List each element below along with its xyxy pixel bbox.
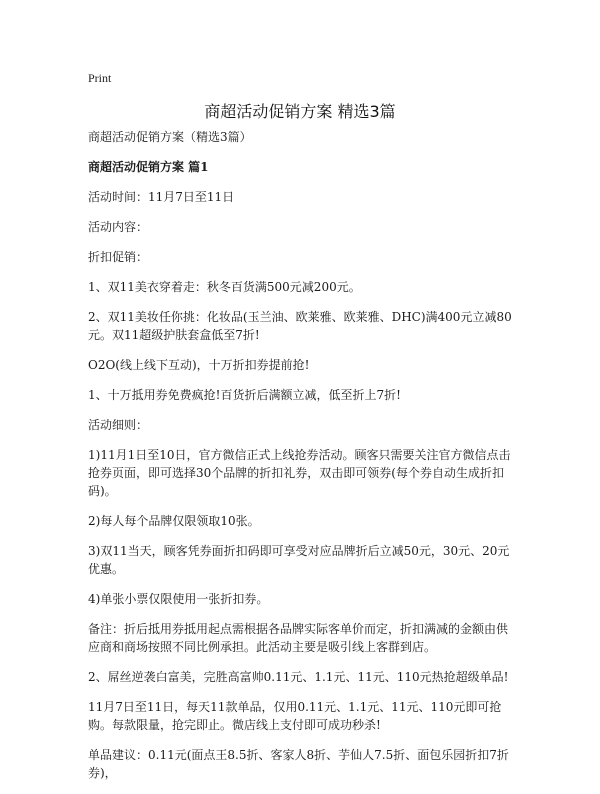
paragraph-item: 2)每人每个品牌仅限领取10张。	[88, 514, 260, 528]
paragraph-item: 2、屌丝逆袭白富美，完胜高富帅0.11元、1.1元、11元、110元热抢超级单品!	[88, 670, 509, 684]
paragraph-item: O2O(线上线下互动)，十万折扣券提前抢!	[88, 358, 310, 372]
subtitle-paragraph: 商超活动促销方案（精选3篇）	[88, 130, 252, 144]
remark-paragraph: 备注：折后抵用券抵用起点需根据各品牌实际客单价而定，折扣满减的金额由供应商和商场按照不同比例承担。此活动主要是吸引线上客群到店。	[88, 622, 509, 654]
print-label: Print	[88, 71, 112, 85]
paragraph-item: 1、十万抵用券免费疯抢!百货折后满额立减，低至折上7折!	[88, 388, 401, 402]
section-heading: 商超活动促销方案 篇1	[88, 160, 209, 174]
paragraph-item: 1、双11美衣穿着走：秋冬百货满500元减200元。	[88, 280, 361, 294]
paragraph-item: 11月7日至11日，每天11款单品，仅用0.11元、1.1元、11元、110元即可抢购。每款限量，抢完即止。微店线上支付即可成功秒杀!	[88, 700, 502, 732]
document-body	[88, 128, 518, 794]
paragraph-item: 1)11月1日至10日，官方微信正式上线抢券活动。顾客只需要关注官方微信点击抢券页面，即可选择30个品牌的折扣礼券，双击即可领券(每个券自动生成折扣码)。	[88, 448, 511, 498]
discount-promo-label: 折扣促销：	[88, 250, 149, 264]
paragraph-item: 单品建议：0.11元(面点王8.5折、客家人8折、芋仙人7.5折、面包乐园折扣7折券)，	[88, 748, 509, 780]
paragraph-item: 2、双11美妆任你挑：化妆品(玉兰油、欧莱雅、欧莱雅、DHC)满400元立减80元。双11超级护肤套盒低至7折!	[88, 310, 512, 342]
paragraph-item: 4)单张小票仅限使用一张折扣券。	[88, 592, 269, 606]
activity-content-label: 活动内容：	[88, 220, 149, 234]
activity-time: 活动时间：11月7日至11日	[88, 190, 235, 204]
rules-label: 活动细则：	[88, 418, 149, 432]
document-title: 商超活动促销方案 精选3篇	[204, 102, 396, 121]
paragraph-item: 3)双11当天，顾客凭券面折扣码即可享受对应品牌折后立减50元，30元、20元优惠。	[88, 544, 510, 576]
